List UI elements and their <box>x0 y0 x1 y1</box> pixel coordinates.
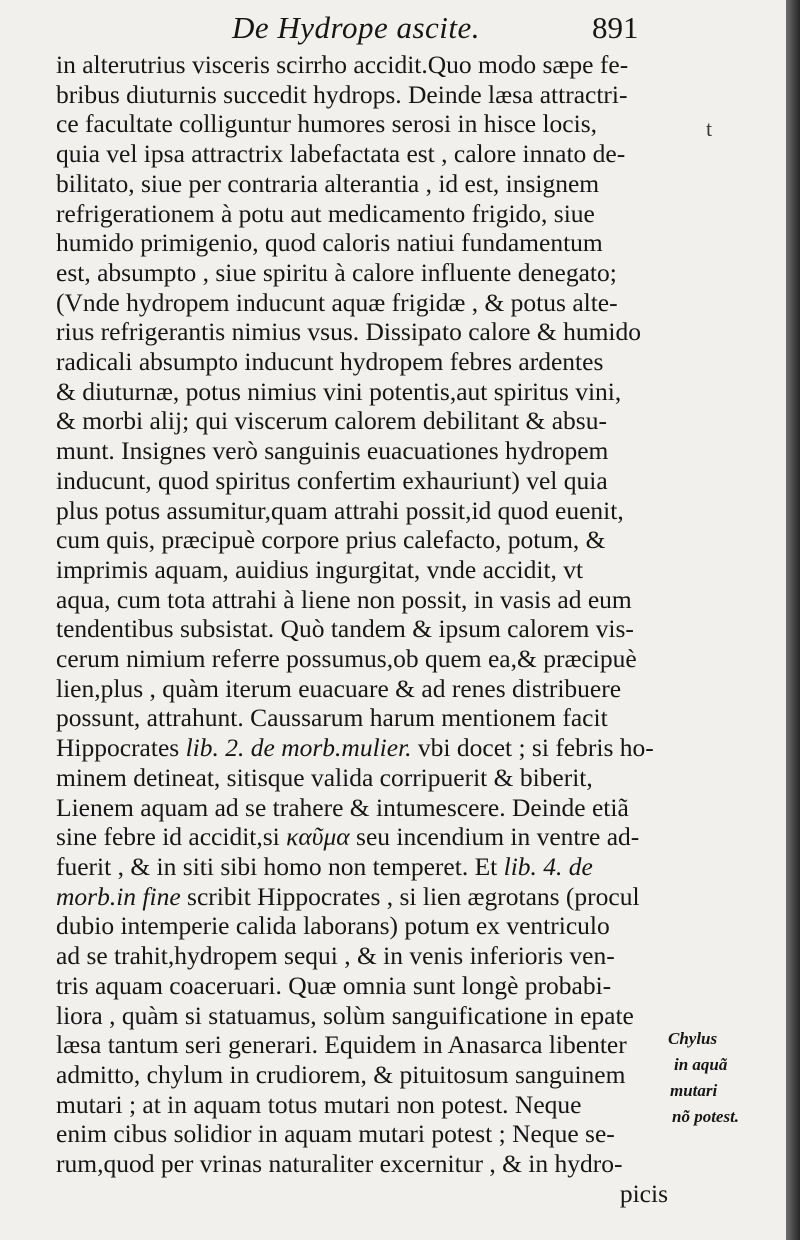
page-header <box>0 10 786 54</box>
text-line: imprimis aquam, auidius ingurgitat, vnde accidit, vt <box>56 554 584 584</box>
text-segment: Hippocrates <box>56 733 186 763</box>
text-line: mutari ; at in aquam totus mutari non potest. Neque <box>56 1089 582 1119</box>
text-line: refrigerationem à potu aut medicamento frigido, siue <box>56 198 595 228</box>
text-line: enim cibus solidior in aquam mutari potest ; Neque se- <box>56 1119 615 1149</box>
text-line: est, absumpto , siue spiritu à calore influente denegato; <box>56 257 617 287</box>
text-line: rum,quod per vrinas naturaliter excernitur , & in hydro- <box>56 1149 623 1179</box>
text-line: aqua, cum tota attrahi à liene non possit, in vasis ad eum <box>56 584 632 614</box>
text-line: minem detineat, sitisque valida corripuerit & biberit, <box>56 762 593 792</box>
text-line: ad se trahit,hydropem sequi , & in venis inferioris ven- <box>56 941 615 971</box>
text-line: tendentibus subsistat. Quò tandem & ipsum calorem vis- <box>56 614 634 644</box>
text-line: radicali absumpto inducunt hydropem febres ardentes <box>56 347 604 377</box>
text-line: rius refrigerantis nimius vsus. Dissipato calore & humido <box>56 317 641 347</box>
margin-note-line: Chylus <box>668 1029 718 1048</box>
text-line-greek <box>56 822 668 852</box>
text-line-citation <box>56 852 668 882</box>
text-segment: sine febre id accidit,si <box>56 822 287 852</box>
text-line: in alterutrius visceris scirrho accidit.Quo modo sæpe fe- <box>56 50 629 79</box>
text-line: (Vnde hydropem inducunt aquæ frigidæ , & potus alte- <box>56 287 618 317</box>
text-segment: vbi docet ; si febris ho- <box>411 733 654 763</box>
citation-italic: lib. 4. de <box>503 851 593 881</box>
text-line: læsa tantum seri generari. Equidem in Anasarca libenter <box>56 1030 627 1060</box>
body-text <box>56 50 668 1208</box>
margin-note-line: mutari <box>670 1081 718 1100</box>
text-line: inducunt, quod spiritus confertim exhauriunt) vel quia <box>56 465 608 495</box>
text-line: plus potus assumitur,quam attrahi possit,id quod euenit, <box>56 495 624 525</box>
text-line: lien,plus , quàm iterum euacuare & ad renes distribuere <box>56 673 622 703</box>
text-line: tris aquam coaceruari. Quæ omnia sunt longè probabi- <box>56 970 612 1000</box>
margin-note-line: nõ potest. <box>672 1107 740 1126</box>
text-line: ce facultate colliguntur humores serosi in hisce locis, <box>56 109 598 139</box>
margin-note-line: in aquã <box>674 1055 728 1074</box>
text-line: possunt, attrahunt. Caussarum harum mentionem facit <box>56 703 608 733</box>
page-number: 891 <box>592 10 639 45</box>
text-line: liora , quàm si statuamus, solùm sanguificatione in epate <box>56 1000 634 1030</box>
text-segment: fuerit , & in siti sibi homo non temperet. Et <box>56 851 504 881</box>
text-line: Lienem aquam ad se trahere & intumescere. Deinde etiã <box>56 792 629 822</box>
stray-ink-mark: t <box>706 116 713 141</box>
citation-italic: morb.in fine <box>56 881 181 911</box>
text-line: & diuturnæ, potus nimius vini potentis,aut spiritus vini, <box>56 376 622 406</box>
text-line: dubio intemperie calida laborans) potum ex ventriculo <box>56 911 610 941</box>
text-line-citation <box>56 882 668 912</box>
text-line-citation <box>56 733 668 763</box>
text-segment: scribit Hippocrates , si lien ægrotans (procul <box>180 881 640 911</box>
citation-italic: lib. 2. de morb.mulier. <box>185 733 412 763</box>
greek-word: καῦμα <box>286 822 350 852</box>
text-line: bribus diuturnis succedit hydrops. Deinde læsa attractri- <box>56 79 628 109</box>
text-line: bilitato, siue per contraria alterantia , id est, insignem <box>56 168 600 198</box>
text-line: cerum nimium referre possumus,ob quem ea,& præcipuè <box>56 644 637 674</box>
text-line: quia vel ipsa attractrix labefactata est , calore innato de- <box>56 139 626 169</box>
text-segment: seu incendium in ventre ad- <box>349 822 640 852</box>
text-line: cum quis, præcipuè corpore prius calefacto, potum, & <box>56 525 606 555</box>
catchword: picis <box>619 1178 668 1208</box>
text-line: & morbi alij; qui viscerum calorem debilitant & absu- <box>56 406 607 436</box>
text-line: munt. Insignes verò sanguinis euacuationes hydropem <box>56 436 609 466</box>
margin-note <box>668 1026 778 1130</box>
page-edge-shadow <box>786 0 800 1240</box>
text-line: humido primigenio, quod caloris natiui fundamentum <box>56 228 603 258</box>
text-line: admitto, chylum in crudiorem, & pituitosum sanguinem <box>56 1059 626 1089</box>
running-head: De Hydrope ascite. <box>232 10 481 45</box>
